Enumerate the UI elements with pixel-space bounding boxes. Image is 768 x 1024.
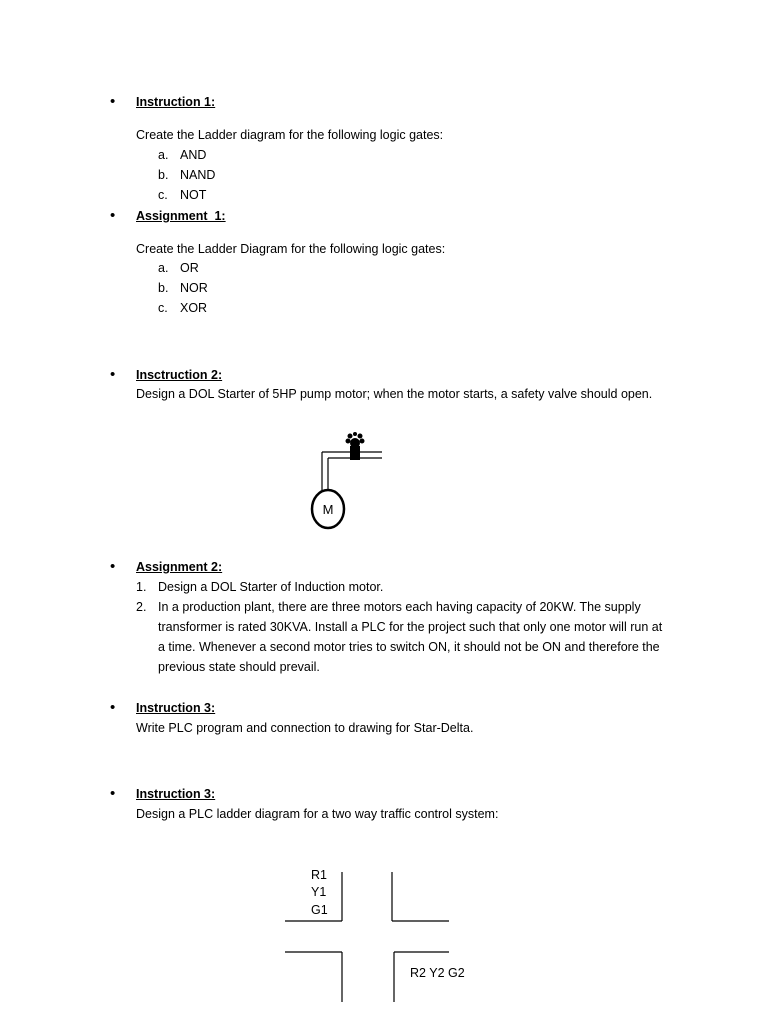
signal-label: G1 (311, 903, 328, 917)
motor-label: M (322, 502, 334, 517)
list-marker: c. (158, 301, 168, 315)
bullet: • (110, 558, 116, 575)
signal-label: Y1 (311, 885, 327, 899)
section-heading: Instruction 3: (136, 787, 216, 801)
numbered-item: 2. (136, 600, 147, 614)
section-heading: Instruction 3: (136, 701, 216, 715)
list-text: AND (180, 148, 207, 162)
numbered-item-text: a time. Whenever a second motor tries to switch ON, it should not be ON and therefore the (158, 640, 660, 654)
list-marker: a. (158, 148, 169, 162)
numbered-item-text: In a production plant, there are three motors each having capacity of 20KW. The supply (158, 600, 641, 614)
list-item (158, 187, 206, 203)
list-item (158, 167, 215, 183)
section-text: Create the Ladder Diagram for the following logic gates: (136, 242, 446, 256)
list-marker: a. (158, 261, 169, 275)
numbered-item: 1. (136, 580, 147, 594)
list-text: OR (180, 261, 199, 275)
section-text: Design a PLC ladder diagram for a two way traffic control system: (136, 807, 499, 821)
numbered-item-text: transformer is rated 30KVA. Install a PLC for the project such that only one motor will run at (158, 620, 663, 634)
signal-label: R1 (311, 868, 327, 882)
signal-label: R2 Y2 G2 (410, 966, 465, 980)
list-text: NOR (180, 281, 208, 295)
motor-valve-diagram (300, 432, 400, 536)
list-item (158, 260, 199, 276)
list-text: NOT (180, 188, 207, 202)
section-text: Write PLC program and connection to drawing for Star-Delta. (136, 721, 474, 735)
list-item (158, 147, 206, 163)
list-marker: b. (158, 281, 169, 295)
list-text: NAND (180, 168, 216, 182)
list-item (158, 300, 207, 316)
section-heading: Instruction 1: (136, 95, 216, 109)
bullet: • (110, 785, 116, 802)
bullet: • (110, 366, 116, 383)
valve-icon (346, 432, 365, 460)
list-text: XOR (180, 301, 208, 315)
section-heading: Insctruction 2: (136, 368, 223, 382)
numbered-item-text: previous state should prevail. (158, 660, 320, 674)
bullet: • (110, 93, 116, 110)
list-marker: c. (158, 188, 168, 202)
numbered-item-text: Design a DOL Starter of Induction motor. (158, 580, 384, 594)
section-heading: Assignment 2: (136, 560, 223, 574)
bullet: • (110, 699, 116, 716)
traffic-intersection-diagram (280, 862, 465, 1004)
bullet: • (110, 207, 116, 224)
list-marker: b. (158, 168, 169, 182)
section-text: Create the Ladder diagram for the following logic gates: (136, 128, 444, 142)
section-heading: Assignment 1: (136, 209, 226, 223)
list-item (158, 280, 208, 296)
section-text: Design a DOL Starter of 5HP pump motor; when the motor starts, a safety valve should open. (136, 387, 653, 401)
